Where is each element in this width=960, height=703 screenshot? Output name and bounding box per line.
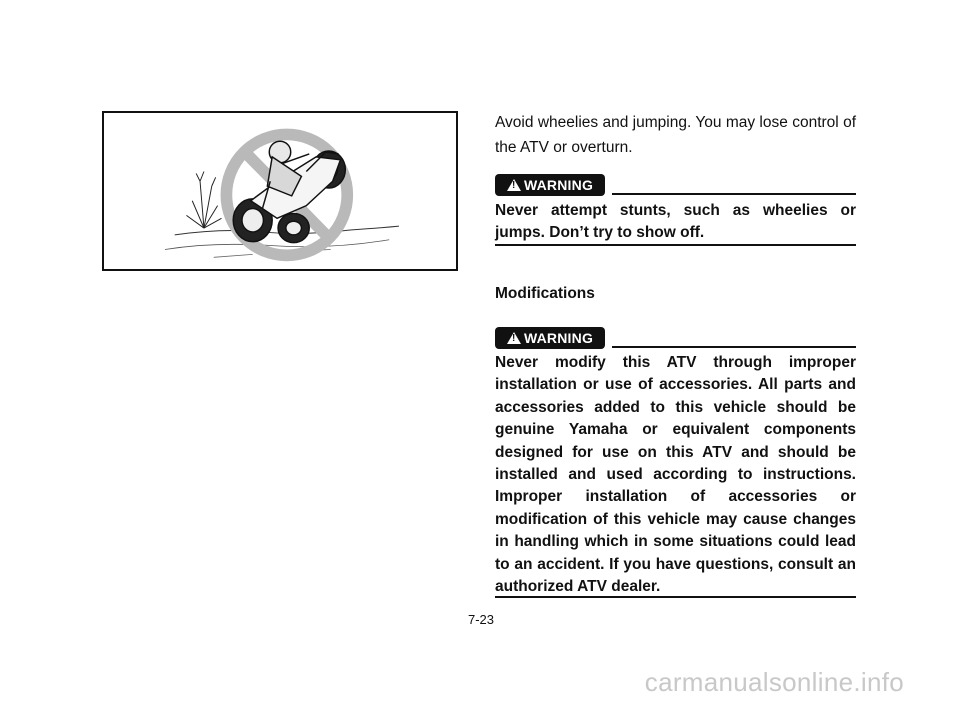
warning-header-2: [495, 327, 856, 349]
warning-header-1: [495, 174, 856, 196]
warning-badge: !WARNING: [495, 174, 605, 196]
watermark: carmanualsonline.info: [644, 667, 904, 697]
warning-triangle-icon: [507, 332, 521, 344]
warning-header-rule: [612, 193, 856, 195]
page-number: 7-23: [467, 612, 495, 627]
warning-triangle-icon: [507, 179, 521, 191]
warning-text-1: Never attempt stunts, such as wheelies or jumps. Don’t try to show off.: [495, 202, 856, 242]
warning-end-rule-1: [495, 244, 856, 246]
illustration-frame: [102, 111, 458, 271]
warning-badge: !WARNING: [495, 327, 605, 349]
warning-end-rule-2: [495, 596, 856, 598]
section-title-modifications: Modifications: [495, 285, 595, 302]
atv-wheelie-illustration: [104, 113, 456, 269]
warning-header-rule: [612, 346, 856, 348]
warning-text-2: Never modify this ATV through improper installation or use of accessories. All parts and accessories added to this vehicle should be genuine Yamaha or equivalent components designed for use on this ATV and should be installed and used according to instructions. Improper installation of accessories or modification of this vehicle may cause changes in handling which in some situations could lead to an accident. If you have questions, consult an authorized ATV dealer.: [495, 354, 856, 596]
intro-paragraph: Avoid wheelies and jumping. You may lose control of the ATV or overturn.: [495, 114, 856, 156]
